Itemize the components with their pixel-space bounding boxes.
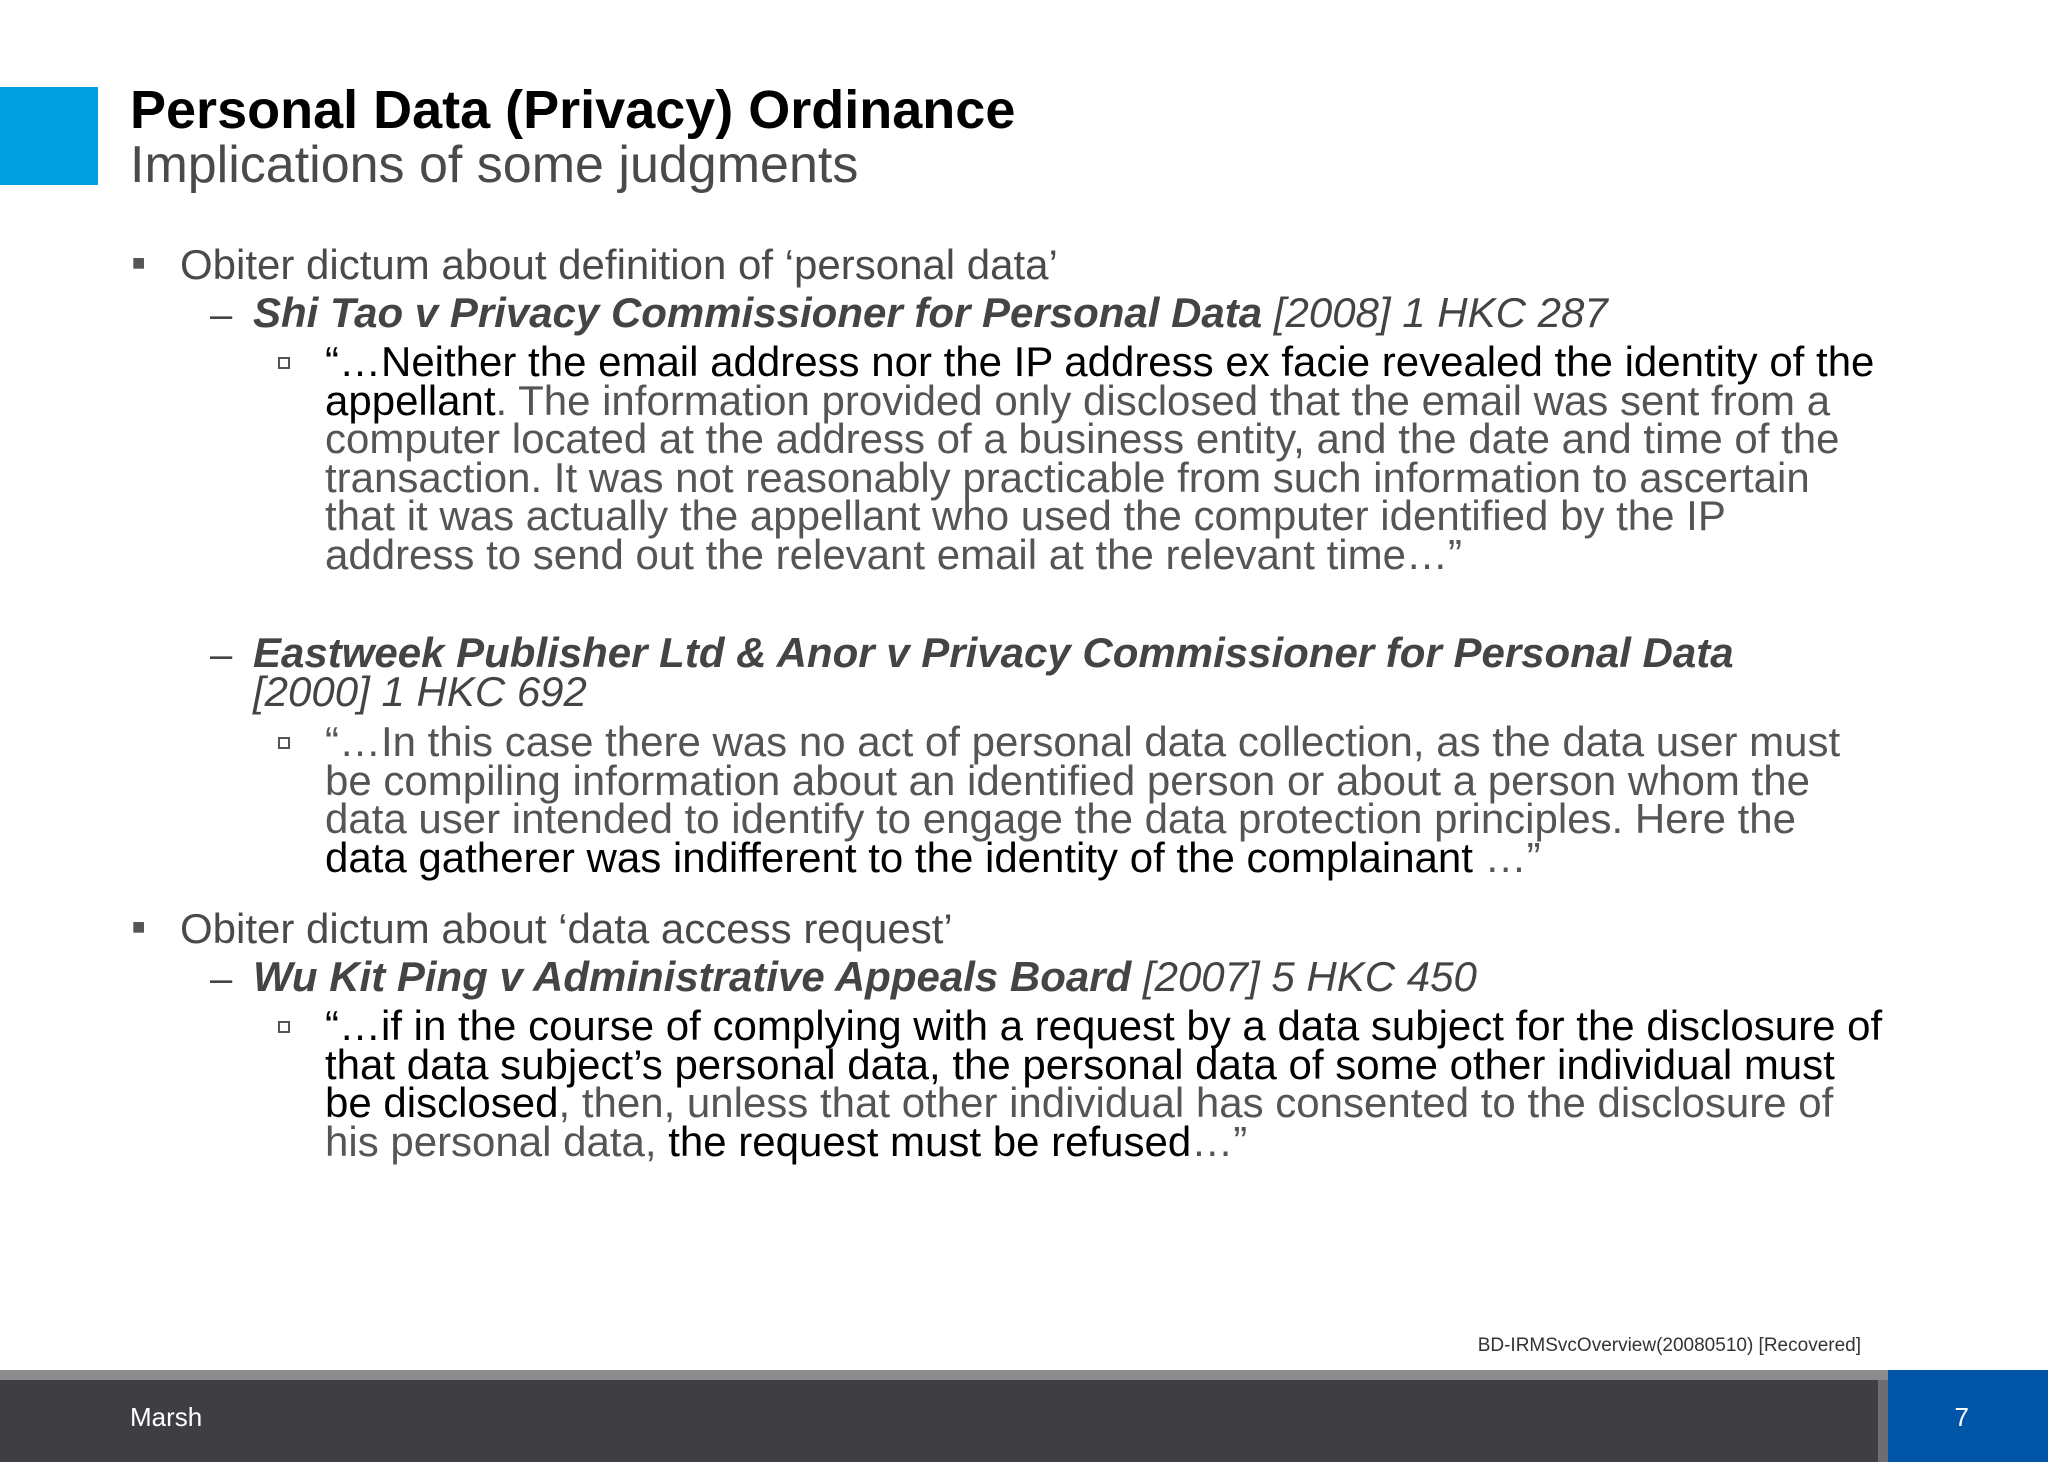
dash-bullet-icon: –: [210, 293, 233, 337]
case-name: Shi Tao v Privacy Commissioner for Personal Data: [253, 289, 1263, 336]
hollow-square-bullet-icon: [278, 1021, 290, 1033]
quote-text: , then, unless that other individual has consented to the disclosure of his personal data,: [325, 1079, 1834, 1165]
case-eastweek: [253, 629, 1893, 715]
slide-subtitle: Implications of some judgments: [130, 136, 859, 194]
quote-end: …”: [1472, 833, 1541, 881]
slide-title: Personal Data (Privacy) Ordinance: [130, 80, 1016, 140]
section-heading-personal-data: Obiter dictum about definition of ‘personal data’: [180, 241, 1058, 288]
quote-emphasis: “…Neither the email address nor the IP address ex facie revealed the identity of the appellant: [325, 338, 1875, 424]
quote-text: “…In this case there was no act of personal data collection, as the data user must be compiling information about an identified person or about a person whom the data user intended to identify to engage the data protection principles. Here the: [325, 718, 1841, 842]
case-name: Eastweek Publisher Ltd & Anor v Privacy Commissioner for Personal Data: [253, 629, 1734, 676]
quote-emphasis: the request must be refused: [668, 1117, 1192, 1165]
case-shi-tao: [253, 289, 1893, 336]
hollow-square-bullet-icon: [278, 737, 290, 749]
square-bullet-icon: ■: [132, 914, 146, 939]
document-reference: BD-IRMSvcOverview(20080510) [Recovered]: [1477, 1335, 1861, 1356]
quote-wu-kit-ping: [325, 1002, 1885, 1165]
case-citation: [2000] 1 HKC 692: [253, 668, 587, 715]
dash-bullet-icon: –: [210, 957, 233, 1001]
title-accent-square: [0, 87, 98, 185]
quote-emphasis: data gatherer was indifferent to the identity of the complainant: [325, 833, 1473, 881]
quote-end: …”: [1191, 1117, 1248, 1165]
section-heading-data-access: Obiter dictum about ‘data access request’: [180, 905, 953, 952]
case-citation: [2008] 1 HKC 287: [1262, 289, 1608, 336]
hollow-square-bullet-icon: [278, 357, 290, 369]
footer-bar: [0, 1380, 1878, 1462]
footer-separator: [1878, 1380, 1888, 1462]
case-citation: [2007] 5 HKC 450: [1131, 953, 1477, 1000]
quote-text: . The information provided only disclosed that the email was sent from a computer located at the address of a business entity, and the date and time of the transaction. It was not reasonably practicable from such information to ascertain that it was actually the appellant who used the computer identified by the IP address to send out the relevant email at the relevant time…”: [325, 376, 1840, 578]
square-bullet-icon: ■: [132, 250, 146, 275]
case-name: Wu Kit Ping v Administrative Appeals Board: [253, 953, 1132, 1000]
quote-shi-tao: [325, 338, 1885, 578]
dash-bullet-icon: –: [210, 633, 233, 677]
page-number: 7: [1954, 1402, 1969, 1432]
footer-divider: [0, 1370, 2048, 1380]
case-wu-kit-ping: [253, 953, 1893, 1000]
quote-eastweek: [325, 718, 1885, 881]
quote-emphasis: “…if in the course of complying with a request by a data subject for the disclosure of that data subject’s personal data, the personal data of some other individual must be disclosed: [325, 1002, 1883, 1126]
footer-brand: Marsh: [130, 1402, 203, 1432]
